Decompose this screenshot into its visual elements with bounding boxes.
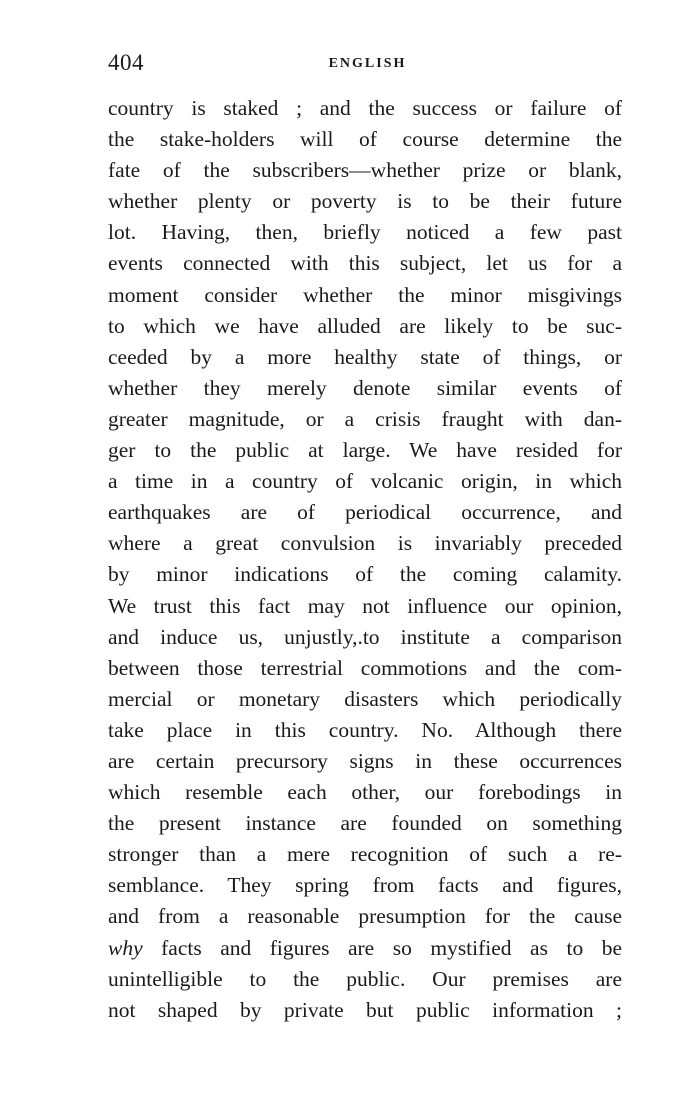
text-segment: semblance. They spring from facts and figures, <box>108 873 622 898</box>
text-segment: country is staked ; and the success or failure of <box>108 96 622 120</box>
text-segment: ger to the public at large. We have resided for <box>108 438 622 463</box>
text-segment: mercial or monetary disasters which periodically <box>108 686 622 711</box>
text-line <box>108 466 622 497</box>
text-line <box>108 373 622 404</box>
text-line <box>108 777 622 808</box>
text-segment: not shaped by private but public information ; <box>108 997 622 1022</box>
text-line <box>108 435 622 466</box>
text-line <box>108 870 622 901</box>
text-segment: greater magnitude, or a crisis fraught with dan- <box>108 406 622 431</box>
text-segment: earthquakes are of periodical occurrence, and <box>108 500 622 525</box>
text-segment: lot. Having, then, briefly noticed a few past <box>108 220 622 245</box>
text-line <box>108 591 622 622</box>
text-line <box>108 124 622 155</box>
text-line <box>108 995 622 1026</box>
text-line <box>108 93 622 124</box>
text-segment: facts and figures are so mystified as to be <box>142 935 622 960</box>
text-segment: stronger than a mere recognition of such a re- <box>108 842 622 867</box>
text-segment: fate of the subscribers—whether prize or blank, <box>108 158 622 183</box>
text-line <box>108 839 622 870</box>
text-line <box>108 497 622 528</box>
text-segment: are certain precursory signs in these occurrences <box>108 748 622 773</box>
text-segment: whether plenty or poverty is to be their future <box>108 189 622 214</box>
text-segment: take place in this country. No. Although there <box>108 717 622 742</box>
text-line <box>108 808 622 839</box>
text-segment: and induce us, unjustly,.to institute a comparison <box>108 624 622 649</box>
text-line <box>108 528 622 559</box>
running-title: ENGLISH <box>328 56 407 71</box>
text-line <box>108 186 622 217</box>
text-line <box>108 280 622 311</box>
text-line <box>108 342 622 373</box>
text-line <box>108 248 622 279</box>
text-segment: whether they merely denote similar events of <box>108 375 622 400</box>
text-segment: a time in a country of volcanic origin, in which <box>108 469 622 494</box>
text-line <box>108 653 622 684</box>
text-line <box>108 964 622 995</box>
text-line <box>108 404 622 435</box>
text-segment: the stake-holders will of course determine the <box>108 127 622 152</box>
text-line <box>108 933 622 964</box>
text-segment: the present instance are founded on something <box>108 811 622 836</box>
text-segment: and from a reasonable presumption for the cause <box>108 904 622 929</box>
body-text <box>108 93 622 1026</box>
text-line <box>108 559 622 590</box>
italic-word: why <box>108 935 143 960</box>
text-segment: where a great convulsion is invariably preceded <box>108 531 622 556</box>
text-line <box>108 217 622 248</box>
text-line <box>108 715 622 746</box>
page-number: 404 <box>108 50 144 75</box>
text-segment: moment consider whether the minor misgivings <box>108 282 622 307</box>
text-segment: We trust this fact may not influence our opinion, <box>108 593 622 618</box>
text-segment: which resemble each other, our forebodings in <box>108 780 622 805</box>
text-line <box>108 155 622 186</box>
text-line <box>108 622 622 653</box>
text-segment: events connected with this subject, let us for a <box>108 251 622 276</box>
text-segment: unintelligible to the public. Our premises are <box>108 966 622 991</box>
text-line <box>108 311 622 342</box>
text-line <box>108 684 622 715</box>
text-segment: to which we have alluded are likely to be suc- <box>108 313 622 338</box>
text-line <box>108 901 622 932</box>
text-line <box>108 746 622 777</box>
text-segment: by minor indications of the coming calamity. <box>108 562 622 587</box>
text-segment: ceeded by a more healthy state of things, or <box>108 344 622 369</box>
text-segment: between those terrestrial commotions and the com- <box>108 655 622 680</box>
